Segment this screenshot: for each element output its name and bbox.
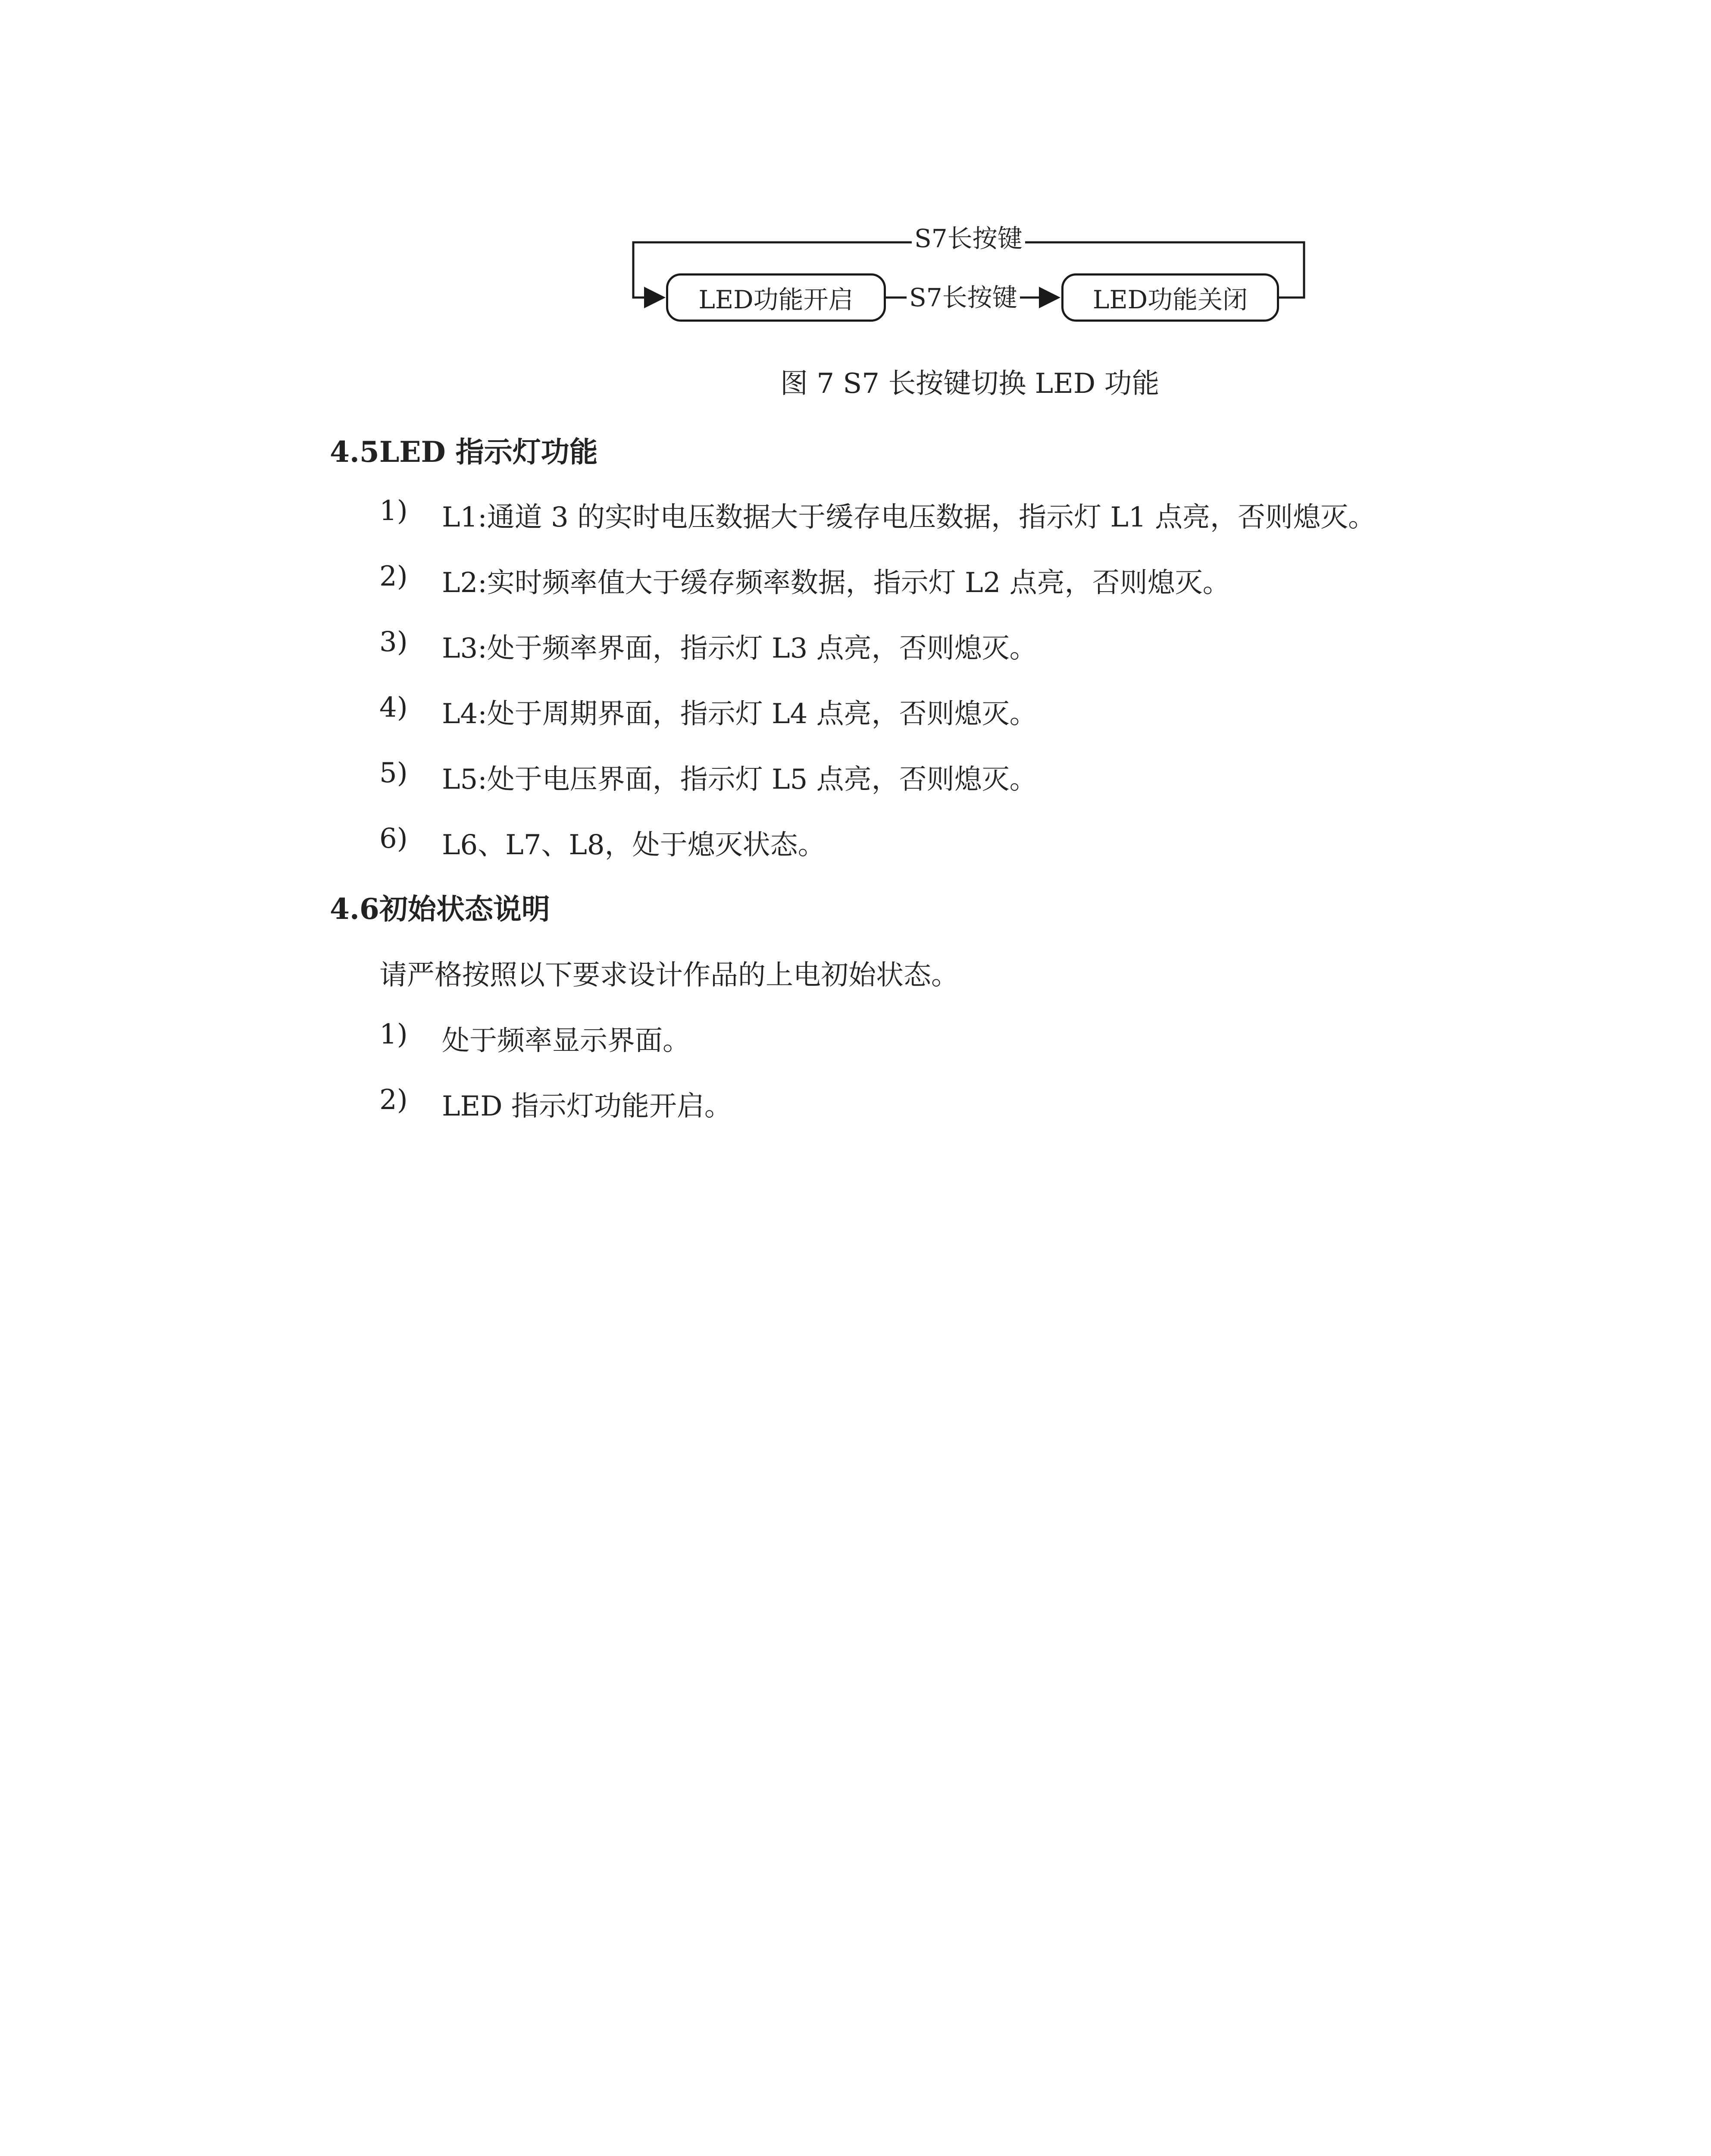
led-on-state-node: LED功能开启 bbox=[666, 273, 886, 322]
list-item-text: L4:处于周期界面，指示灯 L4 点亮，否则熄灭。 bbox=[442, 698, 1037, 730]
list-item-text: L2:实时频率值大于缓存频率数据，指示灯 L2 点亮，否则熄灭。 bbox=[442, 567, 1230, 599]
led-off-state-node: LED功能关闭 bbox=[1061, 273, 1279, 322]
list-item-number: 5) bbox=[379, 757, 408, 789]
list-item bbox=[379, 757, 1037, 797]
section-heading-4-5: 4.5LED 指示灯功能 bbox=[330, 435, 598, 469]
list-item-text: L6、L7、L8，处于熄灭状态。 bbox=[442, 829, 826, 861]
list-item-text: 处于频率显示界面。 bbox=[442, 1025, 690, 1057]
list-item bbox=[379, 692, 1037, 731]
list-item-number: 2) bbox=[379, 1084, 408, 1116]
list-item-text: L3:处于频率界面，指示灯 L3 点亮，否则熄灭。 bbox=[442, 633, 1037, 664]
list-item bbox=[379, 1018, 690, 1058]
list-item bbox=[379, 561, 1230, 600]
list-item-number: 6) bbox=[379, 823, 408, 855]
list-item-text: L5:处于电压界面，指示灯 L5 点亮，否则熄灭。 bbox=[442, 764, 1037, 796]
list-item bbox=[379, 495, 1376, 535]
list-item-text: L1:通道 3 的实时电压数据大于缓存电压数据，指示灯 L1 点亮，否则熄灭。 bbox=[442, 501, 1376, 533]
list-item-number: 3) bbox=[379, 626, 408, 658]
list-item-number: 1) bbox=[379, 495, 408, 527]
list-item bbox=[379, 823, 826, 862]
led-toggle-diagram bbox=[627, 216, 1317, 336]
list-item-number: 2) bbox=[379, 561, 408, 592]
list-item bbox=[379, 1084, 732, 1124]
figure-caption: 图 7 S7 长按键切换 LED 功能 bbox=[780, 368, 1160, 400]
section-intro-paragraph: 请严格按照以下要求设计作品的上电初始状态。 bbox=[379, 959, 959, 991]
list-item-number: 4) bbox=[379, 692, 408, 724]
list-item-number: 1) bbox=[379, 1018, 408, 1050]
forward-edge-label: S7长按键 bbox=[907, 282, 1020, 313]
list-item bbox=[379, 626, 1037, 666]
list-item-text: LED 指示灯功能开启。 bbox=[442, 1091, 732, 1122]
loop-edge-label: S7长按键 bbox=[912, 223, 1025, 254]
section-heading-4-6: 4.6初始状态说明 bbox=[330, 892, 550, 926]
